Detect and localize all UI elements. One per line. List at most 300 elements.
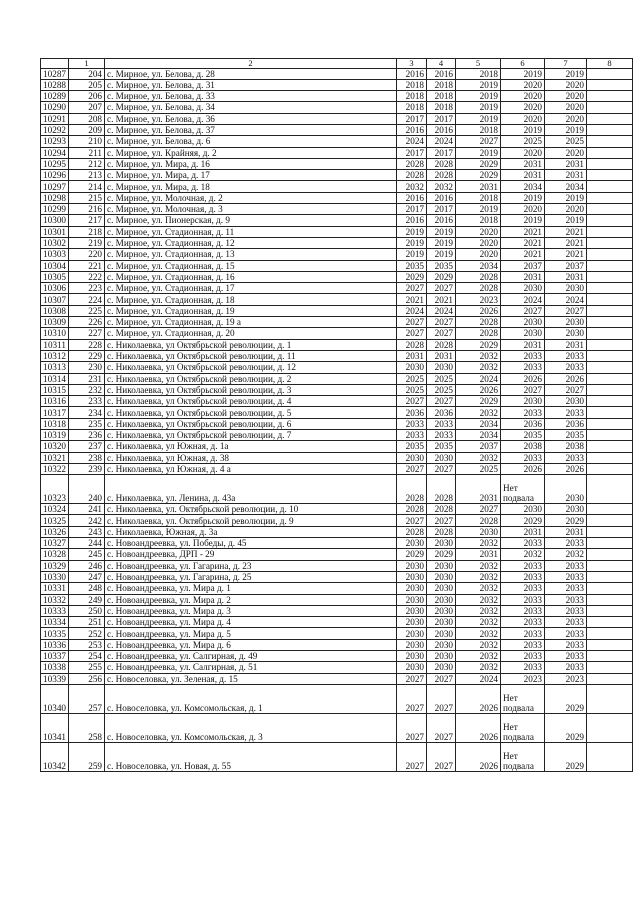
address-cell: с. Мирное, ул. Молочная, д. 3 — [105, 204, 397, 215]
year-col5-cell: 2020 — [456, 226, 501, 237]
year-col7-cell: 2020 — [545, 113, 587, 124]
year-col6-cell: 2026 — [501, 373, 545, 384]
record-id-cell: 10340 — [41, 684, 69, 713]
column-numbers-row — [41, 59, 633, 69]
year-col5-cell: 2032 — [456, 583, 501, 594]
address-cell: с. Мирное, ул. Белова, д. 36 — [105, 113, 397, 124]
year-col5-cell: 2029 — [456, 339, 501, 350]
col8-cell — [587, 605, 633, 616]
year-col6-cell: 2033 — [501, 639, 545, 650]
table-row — [41, 430, 633, 441]
table-row — [41, 68, 633, 79]
year-col7-cell: 2033 — [545, 651, 587, 662]
table-row — [41, 549, 633, 560]
year-col4-cell: 2016 — [427, 68, 456, 79]
year-col4-cell: 2027 — [427, 742, 456, 771]
table-row — [41, 124, 633, 135]
year-col7-cell: 2030 — [545, 504, 587, 515]
table-row — [41, 571, 633, 582]
year-col5-cell: 2032 — [456, 452, 501, 463]
sequence-number-cell: 246 — [69, 560, 105, 571]
col8-cell — [587, 662, 633, 673]
year-col4-cell: 2017 — [427, 147, 456, 158]
table-row — [41, 328, 633, 339]
record-id-cell: 10289 — [41, 91, 69, 102]
table-row — [41, 605, 633, 616]
year-col7-cell: 2031 — [545, 158, 587, 169]
year-col5-cell: 2020 — [456, 249, 501, 260]
record-id-cell: 10318 — [41, 418, 69, 429]
year-col3-cell: 2027 — [397, 463, 427, 474]
col8-cell — [587, 418, 633, 429]
year-col4-cell: 2032 — [427, 181, 456, 192]
year-col5-cell: 2027 — [456, 136, 501, 147]
year-col6-cell: Нет подвала — [501, 684, 545, 713]
record-id-cell: 10338 — [41, 662, 69, 673]
record-id-cell: 10327 — [41, 538, 69, 549]
table-row — [41, 463, 633, 474]
address-cell: с. Мирное, ул. Мира, д. 16 — [105, 158, 397, 169]
address-cell: с. Новоандреевка, ДРП - 29 — [105, 549, 397, 560]
record-id-cell: 10336 — [41, 639, 69, 650]
year-col3-cell: 2036 — [397, 407, 427, 418]
record-id-cell: 10337 — [41, 651, 69, 662]
record-id-cell: 10296 — [41, 170, 69, 181]
table-row — [41, 560, 633, 571]
year-col4-cell: 2019 — [427, 237, 456, 248]
year-col3-cell: 2025 — [397, 384, 427, 395]
table-row — [41, 526, 633, 537]
year-col7-cell: 2033 — [545, 628, 587, 639]
year-col7-cell: 2033 — [545, 538, 587, 549]
year-col3-cell: 2019 — [397, 249, 427, 260]
year-col5-cell: 2018 — [456, 68, 501, 79]
year-col3-cell: 2030 — [397, 628, 427, 639]
table-row — [41, 384, 633, 395]
col8-cell — [587, 452, 633, 463]
address-cell: с. Мирное, ул. Белова, д. 6 — [105, 136, 397, 147]
address-cell: с. Николаевка, ул Октябрьской революции, д. 6 — [105, 418, 397, 429]
year-col6-cell: 2033 — [501, 407, 545, 418]
year-col5-cell: 2018 — [456, 192, 501, 203]
record-id-cell: 10306 — [41, 283, 69, 294]
address-cell: с. Мирное, ул. Молочная, д. 2 — [105, 192, 397, 203]
record-id-cell: 10331 — [41, 583, 69, 594]
header-cell: 4 — [427, 59, 456, 69]
table-row — [41, 158, 633, 169]
sequence-number-cell: 206 — [69, 91, 105, 102]
year-col5-cell: 2026 — [456, 742, 501, 771]
year-col3-cell: 2028 — [397, 158, 427, 169]
year-col7-cell: 2027 — [545, 384, 587, 395]
year-col5-cell: 2032 — [456, 639, 501, 650]
record-id-cell: 10329 — [41, 560, 69, 571]
header-cell — [41, 59, 69, 69]
col8-cell — [587, 192, 633, 203]
year-col5-cell: 2019 — [456, 79, 501, 90]
record-id-cell: 10319 — [41, 430, 69, 441]
sequence-number-cell: 242 — [69, 515, 105, 526]
year-col3-cell: 2024 — [397, 305, 427, 316]
record-id-cell: 10321 — [41, 452, 69, 463]
year-col5-cell: 2028 — [456, 271, 501, 282]
year-col5-cell: 2032 — [456, 605, 501, 616]
year-col6-cell: 2030 — [501, 396, 545, 407]
year-col7-cell: 2019 — [545, 215, 587, 226]
address-cell: с. Мирное, ул. Стадионная, д. 12 — [105, 237, 397, 248]
year-col4-cell: 2024 — [427, 305, 456, 316]
sequence-number-cell: 235 — [69, 418, 105, 429]
year-col5-cell: 2032 — [456, 362, 501, 373]
year-col5-cell: 2032 — [456, 628, 501, 639]
year-col6-cell: 2030 — [501, 328, 545, 339]
sequence-number-cell: 250 — [69, 605, 105, 616]
table-row — [41, 113, 633, 124]
col8-cell — [587, 170, 633, 181]
year-col6-cell: 2031 — [501, 158, 545, 169]
record-id-cell: 10312 — [41, 350, 69, 361]
col8-cell — [587, 684, 633, 713]
table-row — [41, 226, 633, 237]
year-col6-cell: 2019 — [501, 68, 545, 79]
col8-cell — [587, 204, 633, 215]
year-col4-cell: 2030 — [427, 560, 456, 571]
year-col6-cell: 2021 — [501, 226, 545, 237]
table-row — [41, 249, 633, 260]
table-row — [41, 339, 633, 350]
address-cell: с. Николаевка, ул Октябрьской революции, д. 5 — [105, 407, 397, 418]
table-row — [41, 515, 633, 526]
col8-cell — [587, 181, 633, 192]
address-cell: с. Мирное, ул. Стадионная, д. 15 — [105, 260, 397, 271]
year-col7-cell: 2021 — [545, 237, 587, 248]
year-col4-cell: 2029 — [427, 549, 456, 560]
year-col5-cell: 2032 — [456, 571, 501, 582]
year-col3-cell: 2028 — [397, 475, 427, 504]
year-col5-cell: 2019 — [456, 147, 501, 158]
col8-cell — [587, 68, 633, 79]
sequence-number-cell: 258 — [69, 713, 105, 742]
year-col3-cell: 2027 — [397, 515, 427, 526]
record-id-cell: 10324 — [41, 504, 69, 515]
sequence-number-cell: 220 — [69, 249, 105, 260]
address-cell: с. Мирное, ул. Белова, д. 37 — [105, 124, 397, 135]
year-col3-cell: 2029 — [397, 271, 427, 282]
record-id-cell: 10307 — [41, 294, 69, 305]
year-col7-cell: 2027 — [545, 305, 587, 316]
sequence-number-cell: 229 — [69, 350, 105, 361]
record-id-cell: 10330 — [41, 571, 69, 582]
year-col5-cell: 2034 — [456, 418, 501, 429]
col8-cell — [587, 294, 633, 305]
year-col7-cell: 2035 — [545, 430, 587, 441]
col8-cell — [587, 102, 633, 113]
year-col5-cell: 2032 — [456, 538, 501, 549]
table-body — [41, 59, 633, 772]
record-id-cell: 10301 — [41, 226, 69, 237]
year-col5-cell: 2032 — [456, 350, 501, 361]
year-col4-cell: 2035 — [427, 441, 456, 452]
sequence-number-cell: 231 — [69, 373, 105, 384]
col8-cell — [587, 237, 633, 248]
address-cell: с. Николаевка, ул Октябрьской революции, д. 3 — [105, 384, 397, 395]
col8-cell — [587, 639, 633, 650]
year-col6-cell: 2030 — [501, 283, 545, 294]
col8-cell — [587, 504, 633, 515]
year-col6-cell: 2020 — [501, 204, 545, 215]
sequence-number-cell: 251 — [69, 617, 105, 628]
table-row — [41, 407, 633, 418]
year-col6-cell: 2032 — [501, 549, 545, 560]
address-cell: с. Мирное, ул. Белова, д. 28 — [105, 68, 397, 79]
year-col3-cell: 2030 — [397, 362, 427, 373]
table-row — [41, 294, 633, 305]
year-col5-cell: 2037 — [456, 441, 501, 452]
record-id-cell: 10298 — [41, 192, 69, 203]
year-col3-cell: 2028 — [397, 526, 427, 537]
year-col6-cell: 2029 — [501, 515, 545, 526]
year-col4-cell: 2028 — [427, 158, 456, 169]
year-col7-cell: 2030 — [545, 283, 587, 294]
address-cell: с. Николаевка, ул. Октябрьской революции, д. 10 — [105, 504, 397, 515]
address-cell: с. Новоандреевка, ул. Гагарина, д. 23 — [105, 560, 397, 571]
table-row — [41, 538, 633, 549]
sequence-number-cell: 240 — [69, 475, 105, 504]
year-col4-cell: 2035 — [427, 260, 456, 271]
year-col4-cell: 2030 — [427, 662, 456, 673]
col8-cell — [587, 328, 633, 339]
table-row — [41, 396, 633, 407]
table-row — [41, 283, 633, 294]
year-col5-cell: 2028 — [456, 317, 501, 328]
table-row — [41, 136, 633, 147]
record-id-cell: 10334 — [41, 617, 69, 628]
year-col6-cell: 2033 — [501, 628, 545, 639]
table-row — [41, 260, 633, 271]
record-id-cell: 10302 — [41, 237, 69, 248]
year-col5-cell: 2018 — [456, 215, 501, 226]
year-col6-cell: 2033 — [501, 538, 545, 549]
col8-cell — [587, 79, 633, 90]
year-col5-cell: 2030 — [456, 526, 501, 537]
year-col6-cell: 2033 — [501, 350, 545, 361]
year-col6-cell: 2038 — [501, 441, 545, 452]
year-col4-cell: 2028 — [427, 339, 456, 350]
table-row — [41, 617, 633, 628]
year-col4-cell: 2028 — [427, 504, 456, 515]
year-col4-cell: 2030 — [427, 571, 456, 582]
address-cell: с. Мирное, ул. Мира, д. 18 — [105, 181, 397, 192]
year-col7-cell: 2031 — [545, 339, 587, 350]
year-col7-cell: 2019 — [545, 124, 587, 135]
year-col5-cell: 2019 — [456, 102, 501, 113]
col8-cell — [587, 526, 633, 537]
col8-cell — [587, 249, 633, 260]
year-col6-cell: 2034 — [501, 181, 545, 192]
year-col6-cell: Нет подвала — [501, 475, 545, 504]
year-col4-cell: 2018 — [427, 91, 456, 102]
year-col5-cell: 2025 — [456, 463, 501, 474]
year-col4-cell: 2028 — [427, 170, 456, 181]
table-row — [41, 147, 633, 158]
header-cell: 1 — [69, 59, 105, 69]
table-row — [41, 684, 633, 713]
record-id-cell: 10326 — [41, 526, 69, 537]
year-col4-cell: 2030 — [427, 605, 456, 616]
year-col3-cell: 2030 — [397, 651, 427, 662]
sequence-number-cell: 238 — [69, 452, 105, 463]
year-col4-cell: 2030 — [427, 651, 456, 662]
year-col3-cell: 2031 — [397, 350, 427, 361]
col8-cell — [587, 628, 633, 639]
year-col3-cell: 2027 — [397, 684, 427, 713]
sequence-number-cell: 232 — [69, 384, 105, 395]
year-col4-cell: 2031 — [427, 350, 456, 361]
year-col6-cell: 2020 — [501, 147, 545, 158]
year-col5-cell: 2032 — [456, 407, 501, 418]
year-col7-cell: 2032 — [545, 549, 587, 560]
table-row — [41, 192, 633, 203]
year-col7-cell: 2019 — [545, 68, 587, 79]
record-id-cell: 10304 — [41, 260, 69, 271]
year-col3-cell: 2027 — [397, 673, 427, 684]
sequence-number-cell: 236 — [69, 430, 105, 441]
year-col3-cell: 2028 — [397, 504, 427, 515]
year-col4-cell: 2029 — [427, 271, 456, 282]
year-col6-cell: 2033 — [501, 594, 545, 605]
address-cell: с. Николаевка, ул. Октябрьской революции, д. 9 — [105, 515, 397, 526]
sequence-number-cell: 230 — [69, 362, 105, 373]
year-col7-cell: 2033 — [545, 571, 587, 582]
year-col5-cell: 2029 — [456, 158, 501, 169]
col8-cell — [587, 583, 633, 594]
table-row — [41, 170, 633, 181]
year-col7-cell: 2020 — [545, 102, 587, 113]
record-id-cell: 10287 — [41, 68, 69, 79]
year-col3-cell: 2030 — [397, 662, 427, 673]
record-id-cell: 10295 — [41, 158, 69, 169]
sequence-number-cell: 217 — [69, 215, 105, 226]
year-col6-cell: 2030 — [501, 504, 545, 515]
year-col3-cell: 2016 — [397, 124, 427, 135]
year-col7-cell: 2033 — [545, 350, 587, 361]
year-col3-cell: 2019 — [397, 226, 427, 237]
year-col4-cell: 2025 — [427, 384, 456, 395]
table-row — [41, 373, 633, 384]
year-col6-cell: 2025 — [501, 136, 545, 147]
col8-cell — [587, 124, 633, 135]
year-col6-cell: 2026 — [501, 463, 545, 474]
address-cell: с. Новоандреевка, ул. Победы, д. 45 — [105, 538, 397, 549]
record-id-cell: 10305 — [41, 271, 69, 282]
address-cell: с. Мирное, ул. Белова, д. 31 — [105, 79, 397, 90]
sequence-number-cell: 223 — [69, 283, 105, 294]
record-id-cell: 10342 — [41, 742, 69, 771]
year-col7-cell: 2020 — [545, 79, 587, 90]
year-col3-cell: 2028 — [397, 170, 427, 181]
year-col3-cell: 2030 — [397, 617, 427, 628]
col8-cell — [587, 226, 633, 237]
year-col6-cell: 2031 — [501, 271, 545, 282]
address-cell: с. Новоандреевка, ул. Мира д. 2 — [105, 594, 397, 605]
sequence-number-cell: 211 — [69, 147, 105, 158]
year-col6-cell: 2024 — [501, 294, 545, 305]
sequence-number-cell: 224 — [69, 294, 105, 305]
table-row — [41, 204, 633, 215]
col8-cell — [587, 147, 633, 158]
col8-cell — [587, 713, 633, 742]
year-col4-cell: 2030 — [427, 583, 456, 594]
record-id-cell: 10310 — [41, 328, 69, 339]
address-cell: с. Николаевка, ул Октябрьской революции, д. 1 — [105, 339, 397, 350]
year-col5-cell: 2032 — [456, 651, 501, 662]
address-cell: с. Мирное, ул. Стадионная, д. 17 — [105, 283, 397, 294]
sequence-number-cell: 257 — [69, 684, 105, 713]
record-id-cell: 10309 — [41, 317, 69, 328]
year-col3-cell: 2018 — [397, 91, 427, 102]
year-col5-cell: 2028 — [456, 283, 501, 294]
col8-cell — [587, 571, 633, 582]
year-col6-cell: 2033 — [501, 662, 545, 673]
year-col6-cell: 2033 — [501, 560, 545, 571]
record-id-cell: 10325 — [41, 515, 69, 526]
sequence-number-cell: 209 — [69, 124, 105, 135]
table-row — [41, 271, 633, 282]
address-cell: с. Николаевка, Южная, д. 3а — [105, 526, 397, 537]
record-id-cell: 10339 — [41, 673, 69, 684]
sequence-number-cell: 255 — [69, 662, 105, 673]
year-col4-cell: 2024 — [427, 136, 456, 147]
table-row — [41, 418, 633, 429]
record-id-cell: 10292 — [41, 124, 69, 135]
table-row — [41, 504, 633, 515]
year-col7-cell: 2033 — [545, 605, 587, 616]
year-col3-cell: 2030 — [397, 639, 427, 650]
year-col4-cell: 2036 — [427, 407, 456, 418]
year-col7-cell: 2033 — [545, 583, 587, 594]
record-id-cell: 10313 — [41, 362, 69, 373]
table-row — [41, 102, 633, 113]
year-col6-cell: 2027 — [501, 384, 545, 395]
table-row — [41, 305, 633, 316]
sequence-number-cell: 254 — [69, 651, 105, 662]
record-id-cell: 10335 — [41, 628, 69, 639]
year-col5-cell: 2032 — [456, 560, 501, 571]
year-col7-cell: 2021 — [545, 249, 587, 260]
year-col3-cell: 2025 — [397, 373, 427, 384]
year-col4-cell: 2027 — [427, 713, 456, 742]
year-col4-cell: 2030 — [427, 594, 456, 605]
year-col3-cell: 2033 — [397, 418, 427, 429]
year-col7-cell: 2020 — [545, 204, 587, 215]
sequence-number-cell: 204 — [69, 68, 105, 79]
header-cell: 7 — [545, 59, 587, 69]
year-col4-cell: 2030 — [427, 362, 456, 373]
year-col4-cell: 2027 — [427, 463, 456, 474]
year-col3-cell: 2019 — [397, 237, 427, 248]
year-col6-cell: 2019 — [501, 192, 545, 203]
sequence-number-cell: 227 — [69, 328, 105, 339]
year-col6-cell: 2019 — [501, 124, 545, 135]
col8-cell — [587, 91, 633, 102]
header-cell: 6 — [501, 59, 545, 69]
year-col6-cell: 2033 — [501, 452, 545, 463]
sequence-number-cell: 214 — [69, 181, 105, 192]
sequence-number-cell: 228 — [69, 339, 105, 350]
year-col5-cell: 2019 — [456, 113, 501, 124]
year-col6-cell: 2027 — [501, 305, 545, 316]
year-col6-cell: 2033 — [501, 651, 545, 662]
